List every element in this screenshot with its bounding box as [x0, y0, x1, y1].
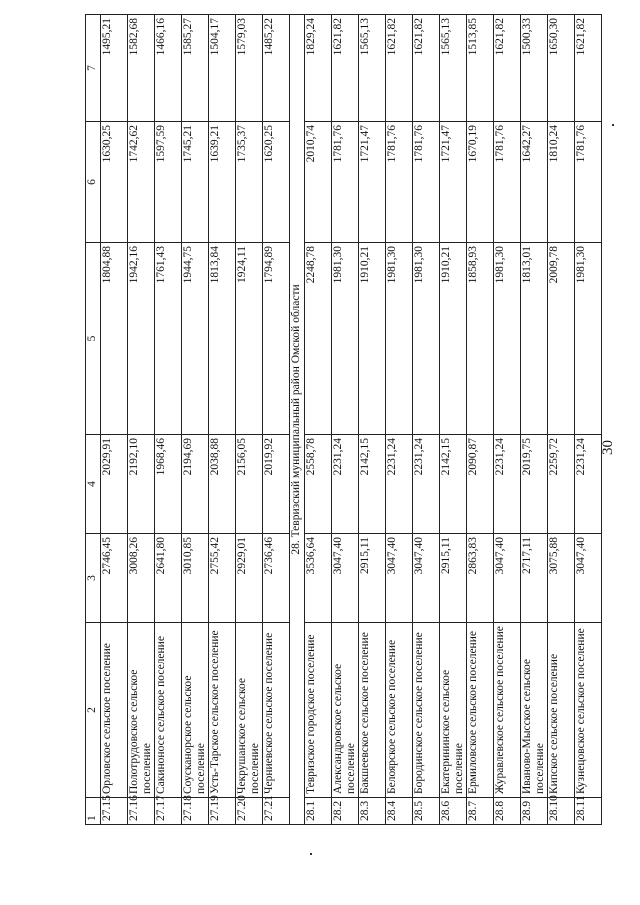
- value-col-7: 1495,21: [101, 15, 128, 122]
- value-col-4: 2029,91: [101, 435, 128, 534]
- value-col-3: 3536,64: [305, 534, 332, 623]
- settlement-name: Бакшеевское сельское поселение: [359, 623, 386, 798]
- section-row: [290, 15, 305, 825]
- row-number: 27.16: [128, 798, 155, 825]
- table-row: [494, 15, 521, 825]
- value-col-4: 2231,24: [494, 435, 521, 534]
- header-col-3: 3: [86, 534, 101, 623]
- table-row: [386, 15, 413, 825]
- value-col-5: 2009,78: [548, 243, 575, 435]
- row-number: 28.11: [575, 798, 602, 825]
- settlement-name: Тевризское городское поселение: [305, 623, 332, 798]
- value-col-3: 3047,40: [575, 534, 602, 623]
- value-col-6: 1810,24: [548, 122, 575, 243]
- table-row: [575, 15, 602, 825]
- header-col-5: 5: [86, 243, 101, 435]
- value-col-4: 2090,87: [467, 435, 494, 534]
- value-col-3: 2929,01: [236, 534, 263, 623]
- value-col-3: 3075,88: [548, 534, 575, 623]
- table-row: [440, 15, 467, 825]
- value-col-6: 1642,27: [521, 122, 548, 243]
- value-col-5: 2248,78: [305, 243, 332, 435]
- value-col-5: 1942,16: [128, 243, 155, 435]
- value-col-4: 2156,05: [236, 435, 263, 534]
- table-row: [332, 15, 359, 825]
- value-col-5: 1981,30: [332, 243, 359, 435]
- value-col-7: 1621,82: [413, 15, 440, 122]
- value-col-4: 2019,92: [263, 435, 290, 534]
- value-col-6: 1721,47: [359, 122, 386, 243]
- row-number: 27.18: [182, 798, 209, 825]
- value-col-6: 1742,62: [128, 122, 155, 243]
- value-col-5: 1813,01: [521, 243, 548, 435]
- value-col-6: 1781,76: [413, 122, 440, 243]
- value-col-4: 2142,15: [359, 435, 386, 534]
- value-col-5: 1981,30: [386, 243, 413, 435]
- value-col-5: 1804,88: [101, 243, 128, 435]
- value-col-6: 1735,37: [236, 122, 263, 243]
- row-number: 27.19: [209, 798, 236, 825]
- value-col-5: 1858,93: [467, 243, 494, 435]
- table-row: [101, 15, 128, 825]
- value-col-7: 1582,68: [128, 15, 155, 122]
- page-number: 30: [600, 440, 616, 455]
- row-number: 27.21: [263, 798, 290, 825]
- value-col-6: 1781,76: [386, 122, 413, 243]
- row-number: 27.15: [101, 798, 128, 825]
- value-col-3: 3047,40: [386, 534, 413, 623]
- table-row: [155, 15, 182, 825]
- value-col-5: 1981,30: [494, 243, 521, 435]
- header-col-4: 4: [86, 435, 101, 534]
- value-col-4: 2194,69: [182, 435, 209, 534]
- value-col-6: 2010,74: [305, 122, 332, 243]
- value-col-7: 1513,85: [467, 15, 494, 122]
- settlement-name: Соусканорское сельское поселение: [182, 623, 209, 798]
- settlement-name: Полотрудовское сельское поселение: [128, 623, 155, 798]
- value-col-7: 1565,13: [440, 15, 467, 122]
- row-number: 27.20: [236, 798, 263, 825]
- table-row: [413, 15, 440, 825]
- value-col-7: 1579,03: [236, 15, 263, 122]
- table-row: [548, 15, 575, 825]
- table-body: [101, 15, 602, 825]
- settlement-name: Ермиловское сельское поселение: [467, 623, 494, 798]
- table-row: [128, 15, 155, 825]
- row-number: 28.10: [548, 798, 575, 825]
- value-col-4: 1968,46: [155, 435, 182, 534]
- value-col-3: 2736,46: [263, 534, 290, 623]
- settlement-name: Черниевское сельское поселение: [263, 623, 290, 798]
- value-col-5: 1944,75: [182, 243, 209, 435]
- settlement-name: Орловское сельское поселение: [101, 623, 128, 798]
- value-col-6: 1781,76: [575, 122, 602, 243]
- value-col-7: 1621,82: [386, 15, 413, 122]
- value-col-6: 1630,25: [101, 122, 128, 243]
- value-col-7: 1565,13: [359, 15, 386, 122]
- table-row: [305, 15, 332, 825]
- value-col-5: 1761,43: [155, 243, 182, 435]
- row-number: 28.7: [467, 798, 494, 825]
- settlement-name: Александровское сельское поселение: [332, 623, 359, 798]
- row-number: 28.5: [413, 798, 440, 825]
- row-number: 28.1: [305, 798, 332, 825]
- value-col-3: 2863,83: [467, 534, 494, 623]
- value-col-4: 2192,10: [128, 435, 155, 534]
- settlement-name: Белоярское сельское поселение: [386, 623, 413, 798]
- value-col-5: 1981,30: [413, 243, 440, 435]
- value-col-4: 2231,24: [575, 435, 602, 534]
- value-col-3: 2915,11: [359, 534, 386, 623]
- row-number: 28.3: [359, 798, 386, 825]
- scan-speck: [612, 124, 614, 126]
- value-col-6: 1639,21: [209, 122, 236, 243]
- value-col-7: 1466,16: [155, 15, 182, 122]
- value-col-5: 1981,30: [575, 243, 602, 435]
- settlement-name: Кузнецовское сельское поселение: [575, 623, 602, 798]
- value-col-5: 1794,89: [263, 243, 290, 435]
- header-col-7: 7: [86, 15, 101, 122]
- table-row: [359, 15, 386, 825]
- value-col-3: 2915,11: [440, 534, 467, 623]
- settlement-name: Екатерининское сельское поселение: [440, 623, 467, 798]
- value-col-7: 1585,27: [182, 15, 209, 122]
- value-col-5: 1910,21: [440, 243, 467, 435]
- table-row: [467, 15, 494, 825]
- row-number: 27.17: [155, 798, 182, 825]
- header-col-1: 1: [86, 798, 101, 825]
- value-col-5: 1813,84: [209, 243, 236, 435]
- settlement-name: Иваново-Мысское сельское поселение: [521, 623, 548, 798]
- value-col-7: 1829,24: [305, 15, 332, 122]
- table-row: [263, 15, 290, 825]
- section-title: 28. Тевризский муниципальный район Омской области: [290, 15, 305, 825]
- value-col-4: 2259,72: [548, 435, 575, 534]
- row-number: 28.6: [440, 798, 467, 825]
- value-col-4: 2231,24: [332, 435, 359, 534]
- value-col-3: 3010,85: [182, 534, 209, 623]
- row-number: 28.2: [332, 798, 359, 825]
- value-col-4: 2019,75: [521, 435, 548, 534]
- value-col-7: 1621,82: [494, 15, 521, 122]
- value-col-3: 3047,40: [494, 534, 521, 623]
- table-row: [182, 15, 209, 825]
- value-col-4: 2231,24: [386, 435, 413, 534]
- header-col-2: 2: [86, 623, 101, 798]
- value-col-5: 1924,11: [236, 243, 263, 435]
- row-number: 28.8: [494, 798, 521, 825]
- header-col-6: 6: [86, 122, 101, 243]
- value-col-6: 1781,76: [494, 122, 521, 243]
- value-col-7: 1485,22: [263, 15, 290, 122]
- table-row: [236, 15, 263, 825]
- value-col-7: 1650,30: [548, 15, 575, 122]
- value-col-3: 3047,40: [413, 534, 440, 623]
- value-col-3: 2641,80: [155, 534, 182, 623]
- value-col-4: 2038,88: [209, 435, 236, 534]
- value-col-7: 1621,82: [332, 15, 359, 122]
- value-col-6: 1670,19: [467, 122, 494, 243]
- rotated-table-container: [85, 18, 605, 825]
- settlement-name: Журавлевское сельское поселение: [494, 623, 521, 798]
- value-col-4: 2558,78: [305, 435, 332, 534]
- value-col-3: 2717,11: [521, 534, 548, 623]
- header-row: [86, 15, 101, 825]
- value-col-7: 1500,33: [521, 15, 548, 122]
- value-col-4: 2142,15: [440, 435, 467, 534]
- value-col-3: 2746,45: [101, 534, 128, 623]
- value-col-5: 1910,21: [359, 243, 386, 435]
- settlement-name: Кипское сельское поселение: [548, 623, 575, 798]
- value-col-6: 1781,76: [332, 122, 359, 243]
- tariff-table: [85, 14, 602, 825]
- table-row: [521, 15, 548, 825]
- value-col-3: 3008,26: [128, 534, 155, 623]
- scan-speck: [310, 853, 312, 855]
- settlement-name: Бородинское сельское поселение: [413, 623, 440, 798]
- settlement-name: Чекрушанское сельское поселение: [236, 623, 263, 798]
- value-col-7: 1504,17: [209, 15, 236, 122]
- value-col-6: 1620,25: [263, 122, 290, 243]
- value-col-6: 1745,21: [182, 122, 209, 243]
- value-col-7: 1621,82: [575, 15, 602, 122]
- table-row: [209, 15, 236, 825]
- settlement-name: Усть-Тарское сельское поселение: [209, 623, 236, 798]
- value-col-6: 1597,59: [155, 122, 182, 243]
- value-col-6: 1721,47: [440, 122, 467, 243]
- value-col-3: 3047,40: [332, 534, 359, 623]
- row-number: 28.9: [521, 798, 548, 825]
- row-number: 28.4: [386, 798, 413, 825]
- settlement-name: Сакиноносе сельское поселение: [155, 623, 182, 798]
- value-col-3: 2755,42: [209, 534, 236, 623]
- value-col-4: 2231,24: [413, 435, 440, 534]
